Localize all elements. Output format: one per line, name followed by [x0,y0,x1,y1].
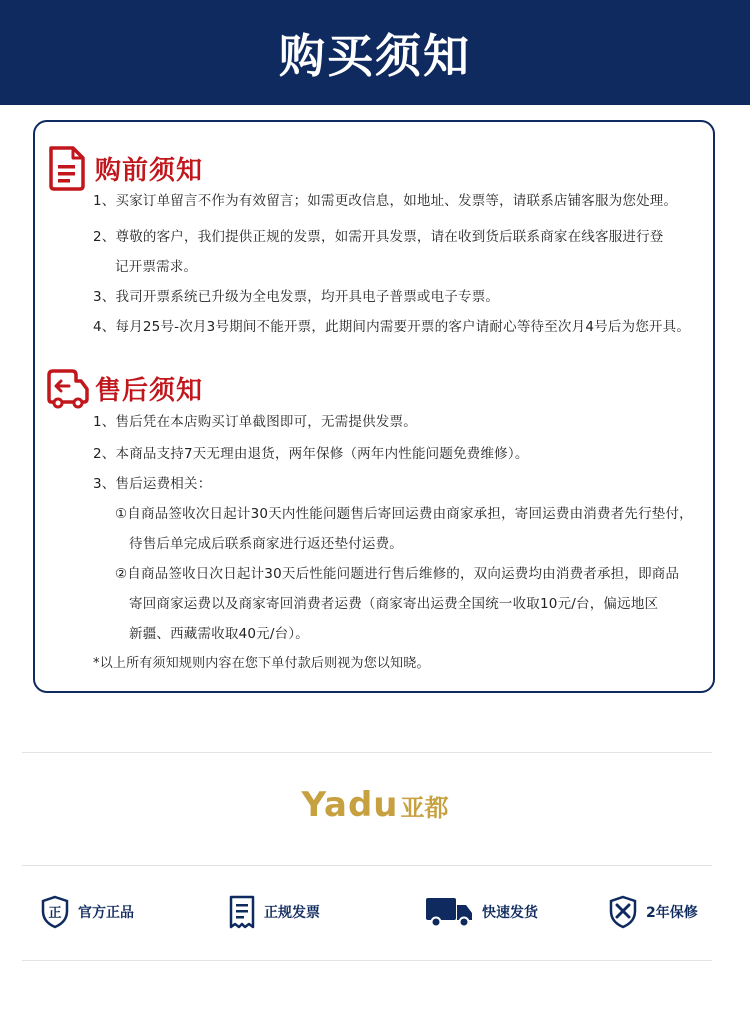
pre-purchase-line: 1、买家订单留言不作为有效留言；如需更改信息，如地址、发票等，请联系店铺客服为您处理。 [93,193,678,209]
page-header [0,0,750,105]
pre-purchase-line: 2、尊敬的客户，我们提供正规的发票，如需开具发票，请在收到货后联系商家在线客服进行登 [93,229,664,245]
divider [22,960,712,961]
notice-card [33,120,715,693]
feature-fast-shipping [424,895,538,929]
feature-label: 快速发货 [482,905,538,921]
feature-warranty [608,895,698,929]
after-sales-line: 3、售后运费相关： [93,476,212,492]
after-sales-line: 寄回商家运费以及商家寄回消费者运费（商家寄出运费全国统一收取10元/台，偏远地区 [129,596,659,612]
feature-label: 正规发票 [264,905,320,921]
brand-logo [0,785,750,825]
brand-logo-cn: 亚都 [400,793,449,822]
shield-zheng-icon [40,895,70,929]
after-sales-line: ①自商品签收次日起计30天内性能问题售后寄回运费由商家承担，寄回运费由消费者先行垫付， [115,506,693,522]
after-sales-line: 新疆、西藏需收取40元/台）。 [129,626,309,642]
after-sales-footnote: *以上所有须知规则内容在您下单付款后则视为您以知晓。 [93,656,430,671]
delivery-truck-icon [424,895,474,929]
page-title: 购买须知 [279,28,471,83]
brand-logo-text: Yadu [301,785,399,825]
after-sales-header [45,365,203,411]
shield-tools-icon [608,895,638,929]
divider [22,752,712,753]
pre-purchase-header [45,145,203,191]
pre-purchase-title: 购前须知 [95,155,204,186]
after-sales-line: 2、本商品支持7天无理由退货，两年保修（两年内性能问题免费维修）。 [93,446,529,462]
pre-purchase-line: 3、我司开票系统已升级为全电发票，均开具电子普票或电子专票。 [93,289,500,305]
pre-purchase-line: 4、每月25号-次月3号期间不能开票，此期间内需要开票的客户请耐心等待至次月4号后为您开具。 [93,319,691,335]
receipt-icon [228,895,256,929]
feature-label: 官方正品 [78,905,134,921]
return-truck-icon [45,365,89,411]
after-sales-line: 1、售后凭在本店购买订单截图即可，无需提供发票。 [93,414,417,430]
feature-invoice [228,895,320,929]
pre-purchase-line: 记开票需求。 [115,259,198,275]
after-sales-line: 待售后单完成后联系商家进行返还垫付运费。 [129,536,403,552]
svg-text:正: 正 [48,906,62,921]
after-sales-title: 售后须知 [95,375,204,406]
divider [22,865,712,866]
feature-authentic [40,895,134,929]
document-icon [45,145,89,191]
feature-label: 2年保修 [646,905,698,921]
after-sales-line: ②自商品签收日次日起计30天后性能问题进行售后维修的，双向运费均由消费者承担，即商品 [115,566,680,582]
